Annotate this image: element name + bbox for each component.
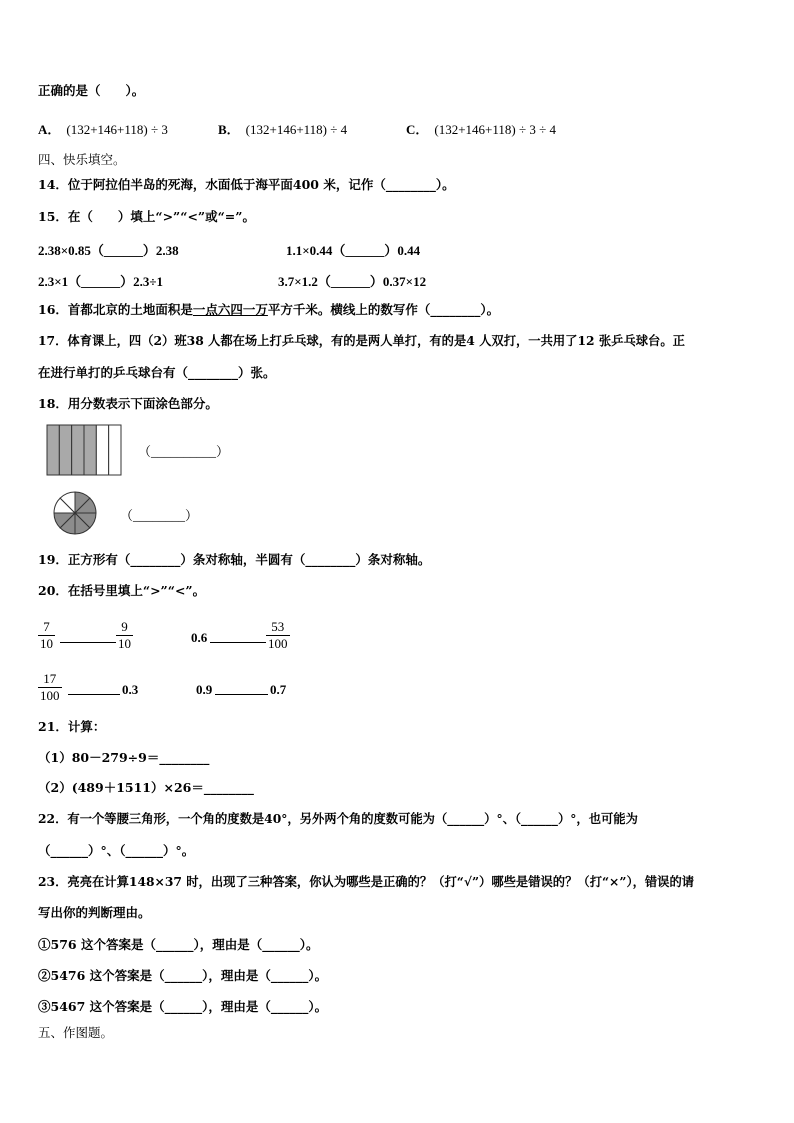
q17-line-2: 在进行单打的乒乓球台有（________）张。	[38, 365, 276, 380]
q21: 21．计算：	[38, 719, 106, 734]
option-expr: (132+146+118) ÷ 4	[245, 122, 348, 137]
q17-line-1: 17．体育课上，四（2）班38 人都在场上打乒乓球，有的是两人单打，有的是4 人双打，一共用了12 张乒乓球台。正	[38, 333, 685, 348]
q16	[38, 302, 499, 318]
q20-fraction-c	[266, 619, 290, 652]
denominator: 100	[40, 688, 60, 703]
q20-value-d-right: 0.3	[122, 682, 139, 697]
denominator: 100	[268, 636, 288, 651]
option-label: B．	[218, 122, 240, 137]
q18: 18．用分数表示下面涂色部分。	[38, 396, 218, 411]
numerator: 17	[43, 671, 57, 686]
q15-item-4: 3.7×1.2（______）0.37×12	[278, 274, 427, 289]
numerator: 7	[43, 619, 50, 634]
q23-line-2: 写出你的判断理由。	[38, 905, 151, 920]
rect-part-unshaded	[96, 425, 108, 475]
section-4-title: 四、快乐填空。	[38, 152, 126, 167]
q20-answer-line-4	[215, 694, 268, 695]
q18-blank-2: （________）	[120, 508, 199, 523]
q13-text: 正确的是（ ）。	[38, 83, 145, 98]
q20-fraction-b	[116, 619, 133, 652]
option-label: A．	[38, 122, 61, 137]
q16-underlined-number: 一点六四一万	[192, 302, 268, 317]
q21-part-1: （1）80－279÷9＝________	[38, 750, 210, 765]
q23-item-1: ①576 这个答案是（______），理由是（______）。	[38, 937, 319, 952]
q15: 15．在（ ）填上“>”“<”或“=”。	[38, 209, 255, 224]
q19: 19．正方形有（________）条对称轴，半圆有（________）条对称轴。	[38, 552, 431, 567]
q18-rectangle-figure	[46, 424, 124, 476]
rect-part-unshaded	[109, 425, 121, 475]
section-5-title: 五、作图题。	[38, 1025, 114, 1040]
q20-value-e-left: 0.9	[196, 682, 213, 697]
q22-line-1: 22．有一个等腰三角形，一个角的度数是40°，另外两个角的度数可能为（______）°、（______）°，也可能为	[38, 811, 638, 826]
numerator: 9	[121, 619, 128, 634]
q18-circle-figure	[52, 490, 98, 536]
q16-pre: 16．首都北京的土地面积是	[38, 302, 193, 317]
q13-option-c	[406, 119, 556, 138]
q23-line-1: 23．亮亮在计算148×37 时，出现了三种答案，你认为哪些是正确的？（打“√”）哪些是错误的？（打“×”），错误的请	[38, 874, 695, 889]
q15-item-2: 1.1×0.44（______）0.44	[286, 243, 421, 258]
option-label: C．	[406, 122, 429, 137]
q21-part-2: （2）(489＋1511）×26＝________	[38, 780, 254, 795]
q20-value-e-right: 0.7	[270, 682, 287, 697]
option-expr: (132+146+118) ÷ 3 ÷ 4	[434, 122, 556, 137]
q20-answer-line-1	[60, 642, 116, 643]
numerator: 53	[271, 619, 285, 634]
q14: 14．位于阿拉伯半岛的死海，水面低于海平面400 米，记作（________）。	[38, 177, 455, 192]
rect-part-shaded	[47, 425, 59, 475]
q20-fraction-d	[38, 671, 62, 704]
q13-option-b	[218, 119, 347, 138]
q15-item-1: 2.38×0.85（______）2.38	[38, 243, 179, 258]
q20-value-c-left: 0.6	[191, 630, 208, 645]
q22-line-2: （______）°、（______）°。	[38, 843, 195, 858]
denominator: 10	[118, 636, 131, 651]
option-expr: (132+146+118) ÷ 3	[66, 122, 168, 137]
q20: 20．在括号里填上“>”“<”。	[38, 583, 206, 598]
rect-part-shaded	[72, 425, 84, 475]
denominator: 10	[40, 636, 53, 651]
q18-blank-1: （__________）	[138, 444, 230, 459]
q20-answer-line-2	[210, 642, 266, 643]
q15-item-3: 2.3×1（______）2.3÷1	[38, 274, 164, 289]
rect-part-shaded	[84, 425, 96, 475]
q23-item-3: ③5467 这个答案是（______），理由是（______）。	[38, 999, 328, 1014]
rect-part-shaded	[59, 425, 71, 475]
q16-post: 平方千米。横线上的数写作（________）。	[267, 302, 500, 317]
q20-answer-line-3	[68, 694, 120, 695]
q23-item-2: ②5476 这个答案是（______），理由是（______）。	[38, 968, 328, 983]
q20-fraction-a	[38, 619, 55, 652]
q13-option-a	[38, 119, 168, 138]
